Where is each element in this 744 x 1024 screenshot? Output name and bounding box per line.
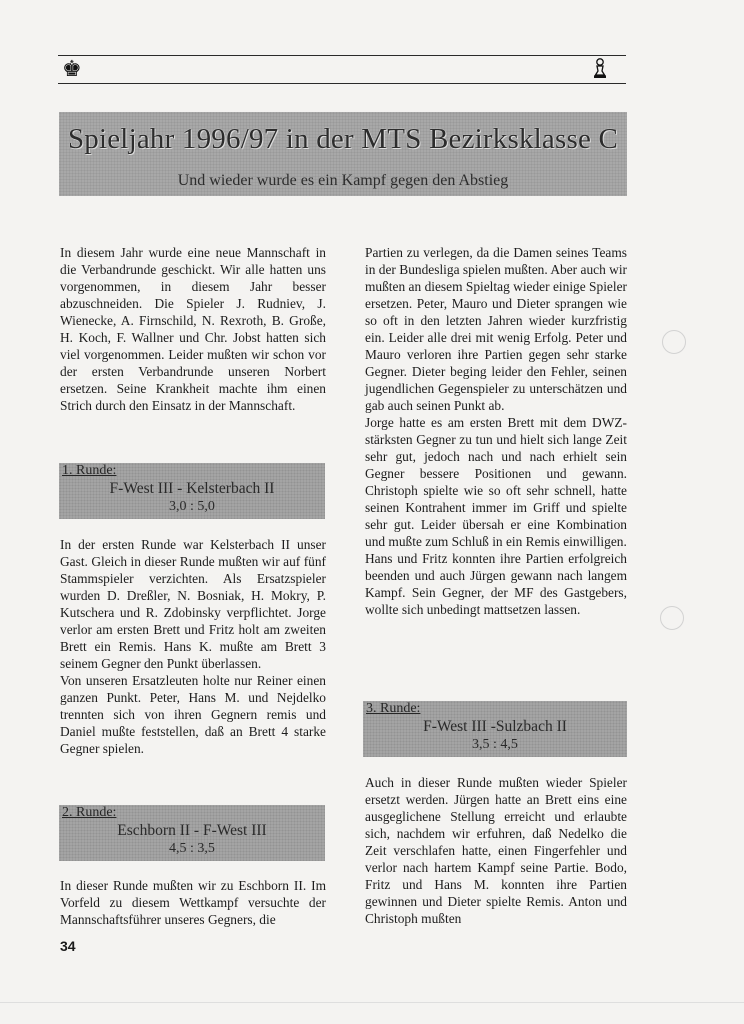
round-2-report-cont <box>365 244 627 618</box>
round-match: Eschborn II - F-West III <box>117 822 267 839</box>
round-label: 2. Runde: <box>62 805 117 820</box>
punch-hole <box>660 606 684 630</box>
round-1-text-a: In der ersten Runde war Kelsterbach II unser Gast. Gleich in dieser Runde mußten wir auf fünf Stammspieler verzichten. Als Ersatzspieler wurden D. Dreßler, N. Bosniak, H. Mokry, P. Kutschera und R. Zdobinsky verpflichtet. Jorge verlor am ersten Brett und Fritz holt am zweiten Brett ein Remis. Hans K. mußte am Brett 3 seinem Gegner den Punkt überlassen. <box>60 537 326 671</box>
round-2-cont-text: Partien zu verlegen, da die Damen seines Teams in der Bundesliga spielen mußten. Aber auch wir mußten an diesem Spieltag wieder einige Spieler ersetzen. Peter, Mauro und Dieter sprangen wie so oft in den letzten Jahren wieder kurzfristig ein. Leider alle drei mit wenig Erfolg. Peter und Mauro verloren ihre Partien gegen sehr starke Gegner. Dieter beging leider den Fehler, seinen jugendlichen Gegenspieler zu unterschätzen und gab auch seinen Punkt ab. <box>365 245 627 413</box>
punch-hole <box>662 330 686 354</box>
intro-text: In diesem Jahr wurde eine neue Mannschaft in die Verbandrunde geschickt. Wir alle hatten uns vorgenommen, in diesem Jahr besser abzuschneiden. Die Spieler J. Rudniev, J. Wienecke, A. Firnschild, N. Rexroth, B. Große, H. Koch, F. Wallner und Chr. Jobst hatten sich viel vorgenommen. Leider mußten wir schon vor der ersten Verbandrunde unseren Norbert ersetzen. Seine Krankheit machte ihm einen Strich durch den Einsatz in der Mannschaft. <box>60 245 326 413</box>
round-match: F-West III - Kelsterbach II <box>109 480 275 497</box>
page-number: 34 <box>60 938 76 954</box>
round-score: 3,0 : 5,0 <box>169 499 215 514</box>
header-rule-top <box>58 55 626 56</box>
round-2-text: In dieser Runde mußten wir zu Eschborn II. Im Vorfeld zu diesem Wettkampf versuchte der Mannschaftsführer unseres Gegners, die <box>60 878 326 927</box>
round-1-box <box>59 463 325 519</box>
round-2-box <box>59 805 325 861</box>
page-title: Spieljahr 1996/97 in der MTS Bezirksklasse C <box>67 123 619 155</box>
title-banner <box>59 112 627 196</box>
round-2-hans-text: Hans und Fritz konnten ihre Partien erfolgreich beenden und auch Jürgen gewann nach langem Kampf. Sein Gegner, der MF des Gastgebers, wollte sich unbedingt mattsetzen lassen. <box>365 551 627 617</box>
chess-king-icon: ♚ <box>62 56 82 81</box>
round-label: 3. Runde: <box>366 701 421 716</box>
scan-edge <box>0 1002 744 1003</box>
round-3-text: Auch in dieser Runde mußten wieder Spieler ersetzt werden. Jürgen hatte an Brett eins eine ausgeglichene Stellung erreicht und erlaubte sich, nachdem wir erfuhren, daß Nedelko die Zeit verschlafen hatte, einen Fingerfehler und verlor nach hartem Kampf seine Partie. Bodo, Fritz und Hans M. konnten ihre Partien gewinnen und Dieter spielte Remis. Anton und Christoph mußten <box>365 775 627 926</box>
round-match: F-West III -Sulzbach II <box>423 718 567 735</box>
round-1-text-b: Von unseren Ersatzleuten holte nur Reiner einen ganzen Punkt. Peter, Hans M. und Nejdelko trennten sich von ihren Gegnern remis und Daniel mußte feststellen, daß an Brett 4 starke Gegner spielen. <box>60 673 326 756</box>
chess-pawn-icon <box>592 57 608 79</box>
round-score: 3,5 : 4,5 <box>472 737 518 752</box>
round-3-report <box>365 774 627 927</box>
round-3-box <box>363 701 627 757</box>
header-rule-bottom <box>58 83 626 84</box>
round-score: 4,5 : 3,5 <box>169 841 215 856</box>
round-2-report-start <box>60 877 326 928</box>
intro-paragraph <box>60 244 326 414</box>
page-subtitle: Und wieder wurde es ein Kampf gegen den Abstieg <box>177 172 509 189</box>
round-1-report <box>60 536 326 757</box>
round-label: 1. Runde: <box>62 463 117 478</box>
round-2-jorge-text: Jorge hatte es am ersten Brett mit dem DWZ-stärksten Gegner zu tun und hielt sich lange Zeit sehr gut, jedoch nach und nach erhielt sein Gegner bessere Positionen und gewann. Christoph spielte wie so oft sehr schnell, hatte seinen Kontrahent immer im Griff und spielte sehr gut. Leider übersah er eine Kombination und mußte zum Schluß in ein Remis einwilligen. <box>365 415 627 549</box>
